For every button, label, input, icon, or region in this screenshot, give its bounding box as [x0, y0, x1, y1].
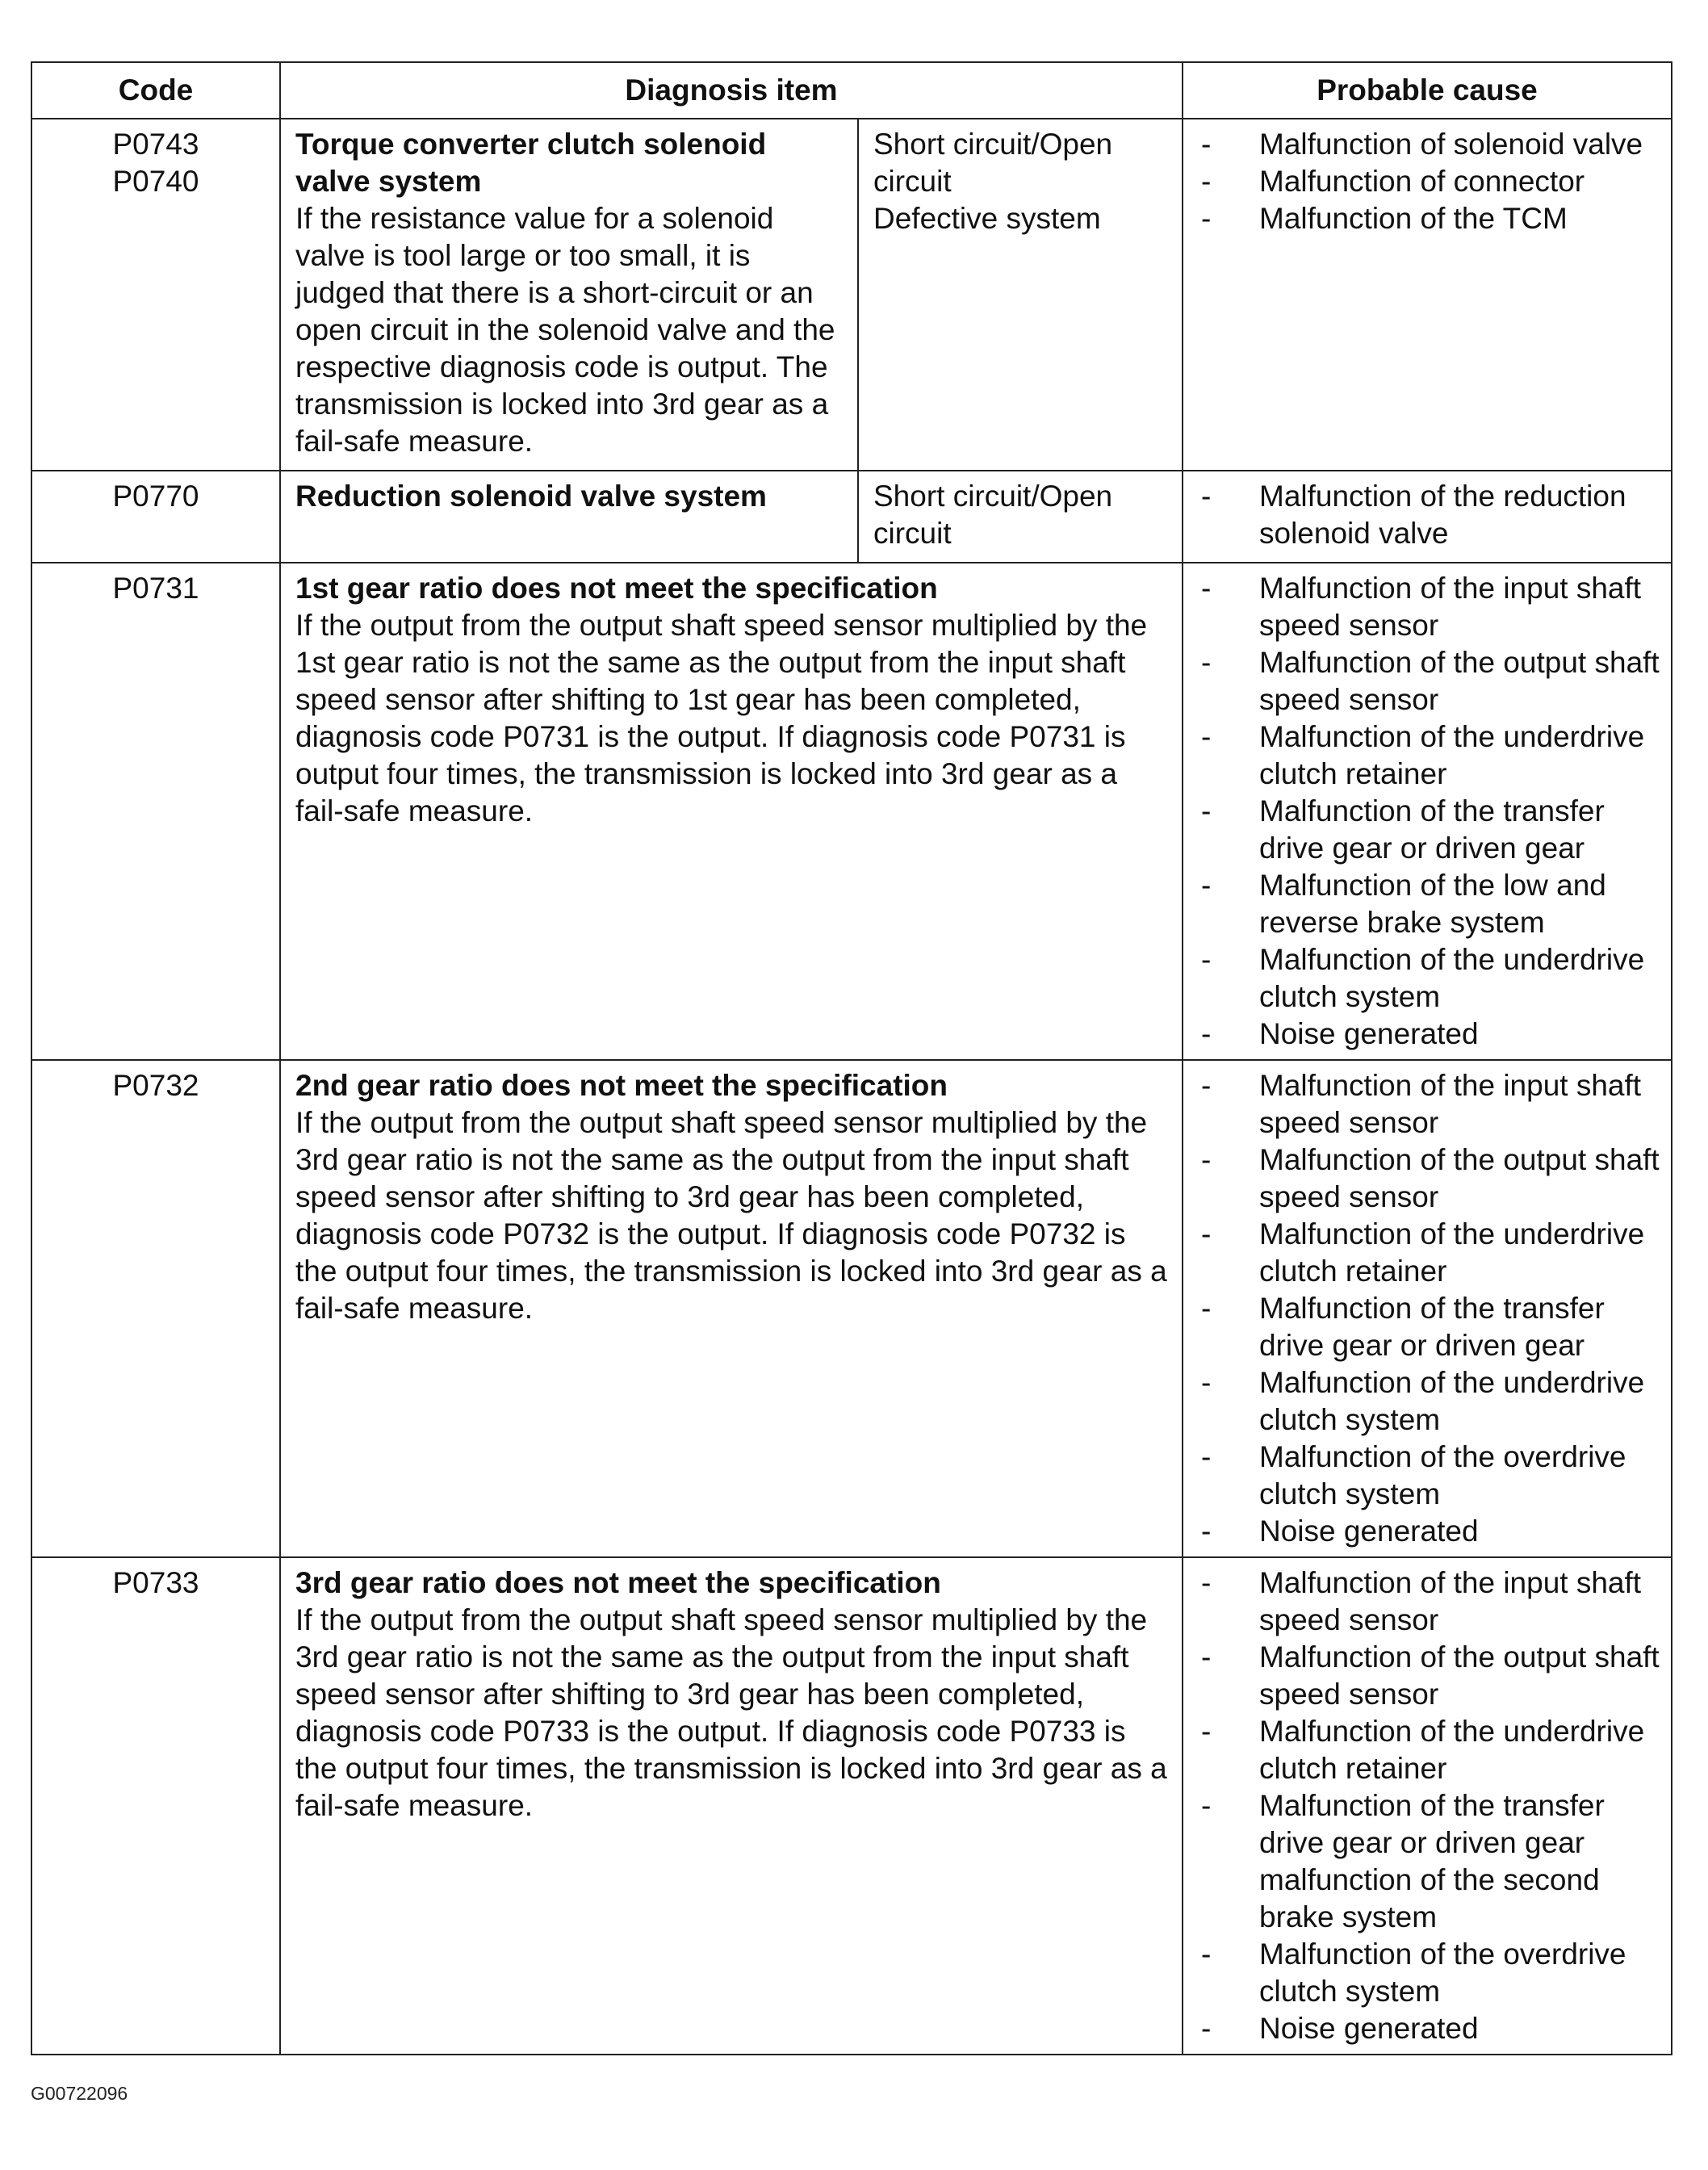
probable-cause-text: Malfunction of the transfer drive gear or driven gear: [1259, 794, 1605, 865]
probable-cause-item: [1195, 1290, 1663, 1364]
probable-cause-text: Malfunction of connector: [1259, 165, 1585, 198]
code-cell: [31, 471, 280, 563]
figure-id: G00722096: [31, 2083, 128, 2104]
probable-cause-list: [1195, 126, 1663, 237]
diagnosis-table: [31, 61, 1672, 2055]
diagnosis-code: P0731: [112, 572, 199, 605]
diagnosis-description: If the output from the output shaft speed sensor multiplied by the 1st gear ratio is not the same as the output from the input shaft speed sensor after shifting to 1st gear has been completed, diagnosis code P0731 is the output. If diagnosis code P0731 is output four times, the transmission is locked into 3rd gear as a fail-safe measure.: [295, 609, 1148, 827]
probable-cause-text: Malfunction of the low and reverse brake system: [1259, 869, 1606, 939]
code-cell: [31, 119, 280, 471]
table-row: [31, 1060, 1672, 1557]
probable-cause-item: [1195, 1713, 1663, 1787]
probable-cause-text: Malfunction of the overdrive clutch system: [1259, 1440, 1626, 1510]
probable-cause-item: [1195, 941, 1663, 1016]
header-row: [31, 62, 1672, 119]
probable-cause-text: Noise generated: [1259, 2012, 1479, 2045]
probable-cause-text: Malfunction of the underdrive clutch system: [1259, 1366, 1645, 1436]
probable-cause-item: [1195, 126, 1663, 163]
dash-bullet-icon: -: [1201, 1566, 1212, 1599]
probable-cause-text: Malfunction of the TCM: [1259, 202, 1568, 235]
dash-bullet-icon: -: [1201, 480, 1212, 513]
header-diagnosis-item: Diagnosis item: [280, 62, 1183, 119]
probable-cause-text: Malfunction of the output shaft speed sensor: [1259, 1640, 1660, 1711]
probable-cause-text: Malfunction of the underdrive clutch retainer: [1259, 1217, 1645, 1288]
probable-cause-cell: [1183, 1060, 1672, 1557]
dash-bullet-icon: -: [1201, 1789, 1212, 1822]
diagnosis-code: P0743: [112, 128, 199, 161]
dash-bullet-icon: -: [1201, 128, 1212, 161]
probable-cause-item: [1195, 867, 1663, 941]
diagnosis-title: 1st gear ratio does not meet the specification: [295, 572, 938, 605]
probable-cause-text: Noise generated: [1259, 1514, 1479, 1548]
dash-bullet-icon: -: [1201, 1366, 1212, 1399]
dash-bullet-icon: -: [1201, 1217, 1212, 1250]
probable-cause-item: [1195, 718, 1663, 793]
dash-bullet-icon: -: [1201, 1069, 1212, 1102]
probable-cause-text: Malfunction of the overdrive clutch system: [1259, 1938, 1626, 2008]
diagnosis-item-cell: [280, 1060, 1183, 1557]
table-row: [31, 1557, 1672, 2055]
dash-bullet-icon: -: [1201, 1715, 1212, 1748]
diagnosis-title: 2nd gear ratio does not meet the specification: [295, 1069, 948, 1102]
diagnosis-item-cell: [280, 471, 858, 563]
probable-cause-item: [1195, 1142, 1663, 1216]
diagnosis-description: If the output from the output shaft speed sensor multiplied by the 3rd gear ratio is not the same as the output from the input shaft speed sensor after shifting to 3rd gear has been completed, diagnosis code P0732 is the output. If diagnosis code P0732 is the output four times, the transmission is locked into 3rd gear as a fail-safe measure.: [295, 1106, 1167, 1325]
dash-bullet-icon: -: [1201, 572, 1212, 605]
probable-cause-cell: [1183, 119, 1672, 471]
probable-cause-item: [1195, 1067, 1663, 1142]
dash-bullet-icon: -: [1201, 794, 1212, 827]
diagnosis-item-cell: [280, 119, 858, 471]
dash-bullet-icon: -: [1201, 202, 1212, 235]
dash-bullet-icon: -: [1201, 1017, 1212, 1050]
dash-bullet-icon: -: [1201, 646, 1212, 679]
probable-cause-item: [1195, 644, 1663, 718]
probable-cause-list: [1195, 1565, 1663, 2047]
probable-cause-text: Noise generated: [1259, 1017, 1479, 1050]
diagnosis-description: If the resistance value for a solenoid valve is tool large or too small, it is judged that there is a short-circuit or an open circuit in the solenoid valve and the respective diagnosis code is output. The transmission is locked into 3rd gear as a fail-safe measure.: [295, 202, 835, 458]
header-probable-cause: Probable cause: [1183, 62, 1672, 119]
diagnosis-item-cell: [280, 1557, 1183, 2055]
probable-cause-cell: [1183, 1557, 1672, 2055]
probable-cause-text: Malfunction of the underdrive clutch retainer: [1259, 1715, 1645, 1785]
probable-cause-item: [1195, 793, 1663, 867]
probable-cause-item: [1195, 163, 1663, 200]
diagnosis-status: Short circuit/Open circuit: [873, 128, 1113, 198]
diagnosis-title: Torque converter clutch solenoid valve system: [295, 128, 767, 198]
diagnosis-title: 3rd gear ratio does not meet the specification: [295, 1566, 941, 1599]
diagnosis-description: If the output from the output shaft speed sensor multiplied by the 3rd gear ratio is not the same as the output from the input shaft speed sensor after shifting to 3rd gear has been completed, diagnosis code P0733 is the output. If diagnosis code P0733 is the output four times, the transmission is locked into 3rd gear as a fail-safe measure.: [295, 1603, 1167, 1822]
dash-bullet-icon: -: [1201, 720, 1212, 753]
dash-bullet-icon: -: [1201, 2012, 1212, 2045]
dash-bullet-icon: -: [1201, 1514, 1212, 1548]
dash-bullet-icon: -: [1201, 165, 1212, 198]
code-cell: [31, 1060, 280, 1557]
probable-cause-item: [1195, 1016, 1663, 1053]
dash-bullet-icon: -: [1201, 1938, 1212, 1971]
probable-cause-text: Malfunction of the underdrive clutch retainer: [1259, 720, 1645, 790]
table-body: [31, 119, 1672, 2055]
diagnosis-status: Defective system: [873, 202, 1101, 235]
code-cell: [31, 563, 280, 1060]
probable-cause-cell: [1183, 563, 1672, 1060]
probable-cause-item: [1195, 570, 1663, 644]
diagnosis-status-cell: [858, 119, 1183, 471]
dash-bullet-icon: -: [1201, 869, 1212, 902]
dash-bullet-icon: -: [1201, 943, 1212, 976]
dash-bullet-icon: -: [1201, 1440, 1212, 1473]
probable-cause-item: [1195, 1439, 1663, 1513]
diagnosis-status-cell: [858, 471, 1183, 563]
probable-cause-text: Malfunction of the transfer drive gear or driven gear malfunction of the second brake system: [1259, 1789, 1605, 1933]
diagnosis-code: P0733: [112, 1566, 199, 1599]
probable-cause-item: [1195, 2010, 1663, 2047]
probable-cause-item: [1195, 1936, 1663, 2010]
probable-cause-item: [1195, 1364, 1663, 1439]
probable-cause-text: Malfunction of solenoid valve: [1259, 128, 1643, 161]
table-row: [31, 563, 1672, 1060]
table-row: [31, 471, 1672, 563]
dash-bullet-icon: -: [1201, 1640, 1212, 1674]
probable-cause-text: Malfunction of the reduction solenoid valve: [1259, 480, 1626, 550]
diagnosis-code: P0770: [112, 480, 199, 513]
probable-cause-text: Malfunction of the input shaft speed sensor: [1259, 1069, 1642, 1139]
diagnosis-item-cell: [280, 563, 1183, 1060]
diagnosis-code: P0732: [112, 1069, 199, 1102]
table-row: [31, 119, 1672, 471]
probable-cause-text: Malfunction of the output shaft speed sensor: [1259, 646, 1660, 716]
probable-cause-item: [1195, 478, 1663, 552]
probable-cause-item: [1195, 1216, 1663, 1290]
probable-cause-text: Malfunction of the output shaft speed sensor: [1259, 1143, 1660, 1213]
probable-cause-item: [1195, 200, 1663, 237]
probable-cause-list: [1195, 1067, 1663, 1550]
probable-cause-text: Malfunction of the underdrive clutch system: [1259, 943, 1645, 1013]
header-code: Code: [31, 62, 280, 119]
probable-cause-text: Malfunction of the transfer drive gear or driven gear: [1259, 1292, 1605, 1362]
diagnosis-status: Short circuit/Open circuit: [873, 480, 1113, 550]
probable-cause-item: [1195, 1513, 1663, 1550]
probable-cause-cell: [1183, 471, 1672, 563]
diagnosis-code: P0740: [112, 165, 199, 198]
probable-cause-list: [1195, 570, 1663, 1053]
probable-cause-item: [1195, 1639, 1663, 1713]
dash-bullet-icon: -: [1201, 1143, 1212, 1176]
probable-cause-item: [1195, 1787, 1663, 1936]
probable-cause-list: [1195, 478, 1663, 552]
diagnosis-title: Reduction solenoid valve system: [295, 480, 767, 513]
dash-bullet-icon: -: [1201, 1292, 1212, 1325]
probable-cause-text: Malfunction of the input shaft speed sensor: [1259, 572, 1642, 642]
probable-cause-text: Malfunction of the input shaft speed sensor: [1259, 1566, 1642, 1636]
probable-cause-item: [1195, 1565, 1663, 1639]
code-cell: [31, 1557, 280, 2055]
